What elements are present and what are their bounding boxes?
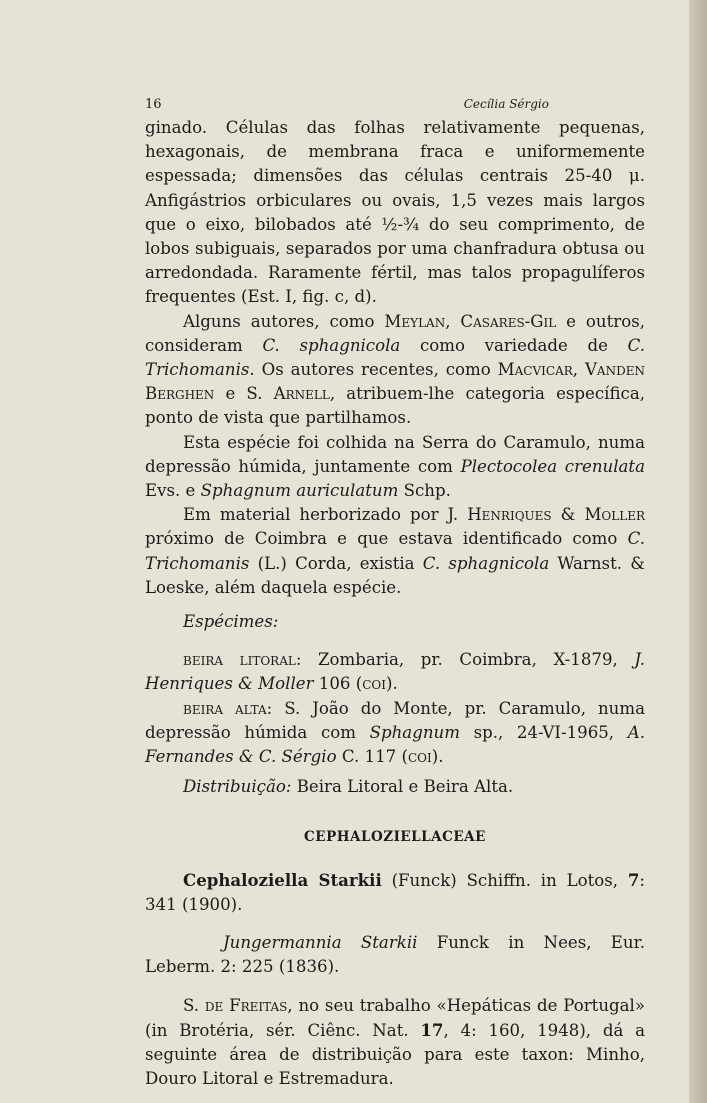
- species-name: Sphagnum: [369, 722, 460, 742]
- species-name: C. sphagnicola: [262, 335, 401, 355]
- author-name: Meylan: [384, 311, 446, 331]
- species-name: Plectocolea crenulata: [460, 456, 645, 476]
- locality-label: beira litoral:: [183, 650, 302, 670]
- page-edge: [689, 0, 707, 1103]
- paragraph-description: ginado. Células das folhas relativamente pequenas, hexagonais, de membrana fraca e uniformemente espessada; dimensões das células centrais 25-40 μ. Anfigástrios orbiculares ou ovais, 1,5 vezes mais largos que o eixo, bilobados até ½-¾ do seu comprimento, de lobos subiguais, separados por uma chanfradura obtusa ou arredondada. Raramente fértil, mas talos propagulíferos frequentes (Est. I, fig. c, d).: [145, 118, 645, 307]
- species-name: C. Trichomanis: [145, 335, 645, 380]
- taxon-entry: Cephaloziella Starkii (Funck) Schiffn. in Lotos, 7: 341 (1900).: [145, 869, 645, 914]
- specimen-entry: beira litoral: Zombaria, pr. Coimbra, X-1879, J. Henriques & Moller 106 (coi).: [145, 650, 646, 694]
- specimens-heading: Espécimes:: [183, 612, 279, 632]
- volume-number: 7: [627, 869, 640, 890]
- specimen-entry: beira alta: S. João do Monte, pr. Caramulo, numa depressão húmida com Sphagnum sp., 24-VI-1965, A. Fernandes & C. Sérgio C. 117 (coi).: [145, 698, 645, 767]
- paragraph-herbarium: Em material herborizado por J. Henriques & Moller próximo de Coimbra e que estava identificado como C. Trichomanis (L.) Corda, existia C. sphagnicola Warnst. & Loeske, além daquela espécie.: [145, 505, 645, 597]
- running-title: Cecília Sérgio: [463, 97, 549, 111]
- locality-label: beira alta:: [183, 698, 273, 718]
- author-name: Vanden Berghen: [145, 360, 645, 404]
- synonym-entry: Jungermannia Starkii Funck in Nees, Eur. Leberm. 2: 225 (1836).: [145, 933, 645, 977]
- family-heading: CEPHALOZIELLACEAE: [304, 829, 486, 846]
- paragraph-freitas: S. de Freitas, no seu trabalho «Hepáticas de Portugal» (in Brotéria, sér. Ciênc. Nat. 17, 4: 160, 1948), dá a seguinte área de distribuição para este taxon: Minho, Douro Litoral e Estremadura.: [145, 995, 645, 1089]
- author-name: Freitas: [229, 995, 288, 1015]
- synonym-name: Jungermannia Starkii: [223, 933, 418, 953]
- author-name: Henriques: [467, 505, 552, 525]
- page-number: 16: [145, 97, 162, 112]
- herbarium-code: coi: [407, 747, 432, 767]
- volume-number: 17: [420, 1019, 444, 1040]
- herbarium-code: coi: [362, 674, 386, 694]
- collector-name: J. Henriques & Moller: [145, 650, 646, 694]
- distribution-line: Distribuição: Beira Litoral e Beira Alta.: [183, 777, 514, 797]
- species-name: Sphagnum auriculatum: [200, 481, 399, 501]
- author-name: Arnell: [273, 384, 330, 404]
- page-body: [145, 92, 645, 1091]
- author-name: Casares-Gil: [460, 311, 557, 331]
- paragraph-collection: Esta espécie foi colhida na Serra do Caramulo, numa depressão húmida, juntamente com Plectocolea crenulata Evs. e Sphagnum auriculatum Schp.: [145, 432, 645, 501]
- species-name: C. sphagnicola: [422, 553, 550, 573]
- species-name: C. Trichomanis: [145, 529, 645, 573]
- paragraph-authors: Alguns autores, como Meylan, Casares-Gil e outros, consideram C. sphagnicola como variedade de C. Trichomanis. Os autores recentes, como Macvicar, Vanden Berghen e S. Arnell, atribuem-lhe categoria específica, ponto de vista que partilhamos.: [145, 311, 645, 428]
- distribution-label: Distribuição:: [183, 777, 292, 797]
- running-header: [145, 92, 645, 114]
- author-particle: de: [204, 995, 224, 1015]
- taxon-name: Cephaloziella Starkii: [183, 869, 382, 890]
- author-name: Macvicar: [497, 360, 573, 380]
- collector-name: A. Fernandes & C. Sérgio: [145, 722, 645, 767]
- author-name: Moller: [584, 505, 645, 525]
